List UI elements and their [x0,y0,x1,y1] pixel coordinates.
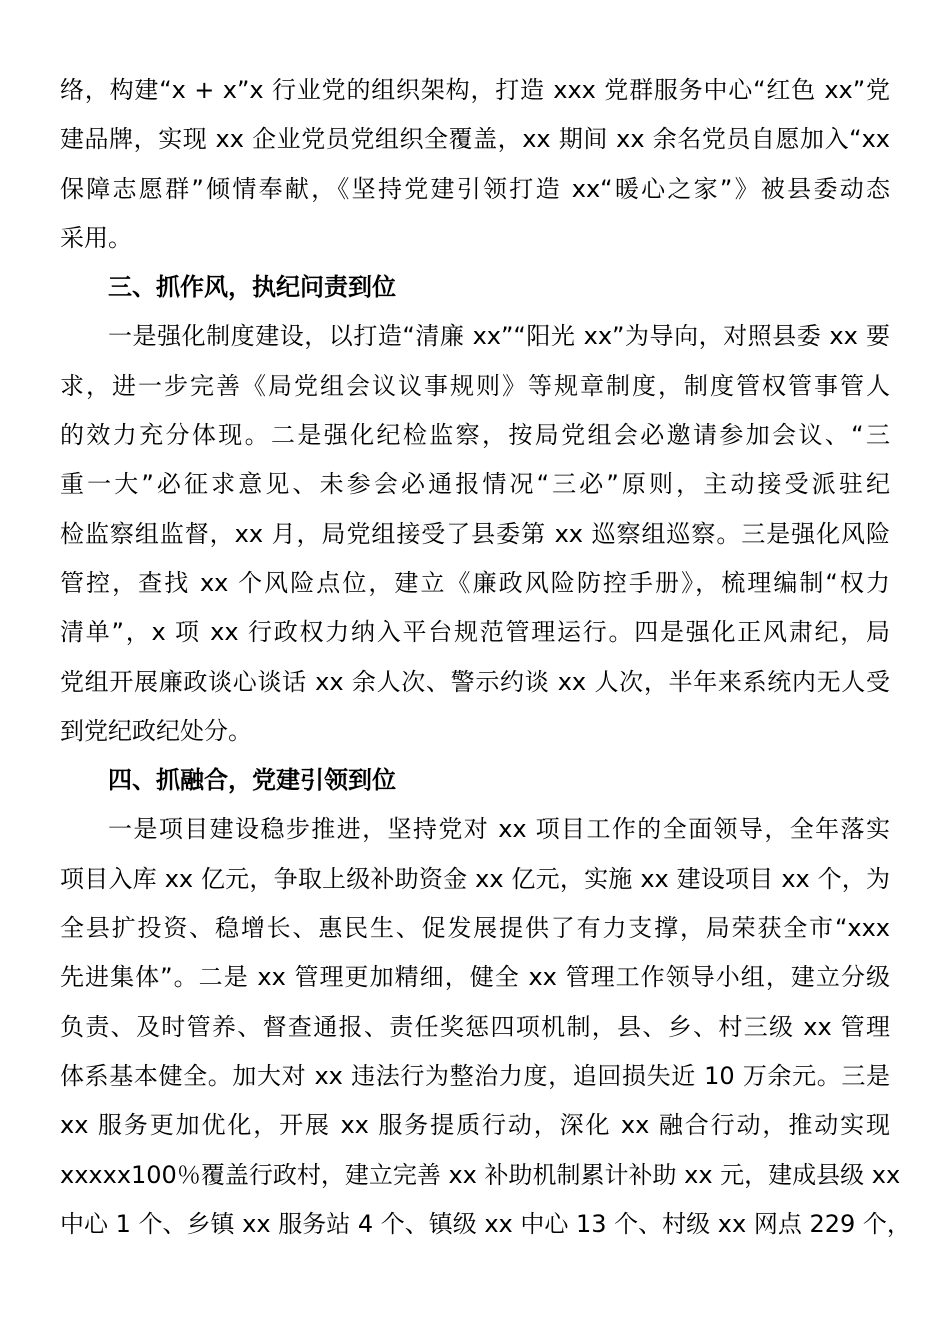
text-line: 保障志愿群”倾情奉献，《坚持党建引领打造 xx“暖心之家”》被县委动态 [60,174,890,203]
paragraph-integration [60,805,911,1249]
text-line: 检监察组监督，xx 月，局党组接受了县委第 xx 巡察组巡察。三是强化风险 [60,519,890,548]
text-line: 重一大”必征求意见、未参会必通报情况“三必”原则，主动接受派驻纪 [60,470,890,499]
text-line: 采用。 [60,223,132,252]
text-line: 求，进一步完善《局党组会议议事规则》等规章制度，制度管权管事管人 [60,371,890,400]
text-line: 体系基本健全。加大对 xx 违法行为整治力度，追回损失近 10 万余元。三是 [60,1061,890,1090]
text-line: 一是项目建设稳步推进，坚持党对 xx 项目工作的全面领导，全年落实 [108,815,890,844]
text-line: xx 服务更加优化，开展 xx 服务提质行动，深化 xx 融合行动，推动实现 [60,1111,890,1140]
text-line: 的效力充分体现。二是强化纪检监察，按局党组会必邀请参加会议、“三 [60,421,890,450]
text-line: 全县扩投资、稳增长、惠民生、促发展提供了有力支撑，局荣获全市“xxx [60,914,890,943]
text-line: xxxxx100％覆盖行政村，建立完善 xx 补助机制累计补助 xx 元，建成县级 xx [60,1160,901,1189]
paragraph-party-building-continued [60,66,890,263]
section-heading-four: 四、抓融合，党建引领到位 [108,766,396,795]
section-heading-three: 三、抓作风，执纪问责到位 [108,273,396,302]
document-body [60,66,911,1249]
text-line: 党组开展廉政谈心谈话 xx 余人次、警示约谈 xx 人次，半年来系统内无人受 [60,667,890,696]
text-line: 负责、及时管养、督查通报、责任奖惩四项机制，县、乡、村三级 xx 管理 [60,1012,890,1041]
text-line: 管控，查找 xx 个风险点位，建立《廉政风险防控手册》，梳理编制“权力 [60,568,890,597]
text-line: 中心 1 个、乡镇 xx 服务站 4 个、镇级 xx 中心 13 个、村级 xx 网点 229 个， [60,1209,911,1238]
text-line: 络，构建“x + x”x 行业党的组织架构，打造 xxx 党群服务中心“红色 xx”党 [60,76,890,104]
text-line: 到党纪政纪处分。 [60,716,252,745]
text-line: 建品牌，实现 xx 企业党员党组织全覆盖，xx 期间 xx 余名党员自愿加入“xx [60,125,890,154]
text-line: 清单”，x 项 xx 行政权力纳入平台规范管理运行。四是强化正风肃纪，局 [60,618,890,647]
paragraph-work-style [60,312,890,756]
text-line: 先进集体”。二是 xx 管理更加精细，健全 xx 管理工作领导小组，建立分级 [60,963,890,992]
text-line: 项目入库 xx 亿元，争取上级补助资金 xx 亿元，实施 xx 建设项目 xx 个，为 [60,864,890,893]
text-line: 一是强化制度建设，以打造“清廉 xx”“阳光 xx”为导向，对照县委 xx 要 [108,322,890,351]
